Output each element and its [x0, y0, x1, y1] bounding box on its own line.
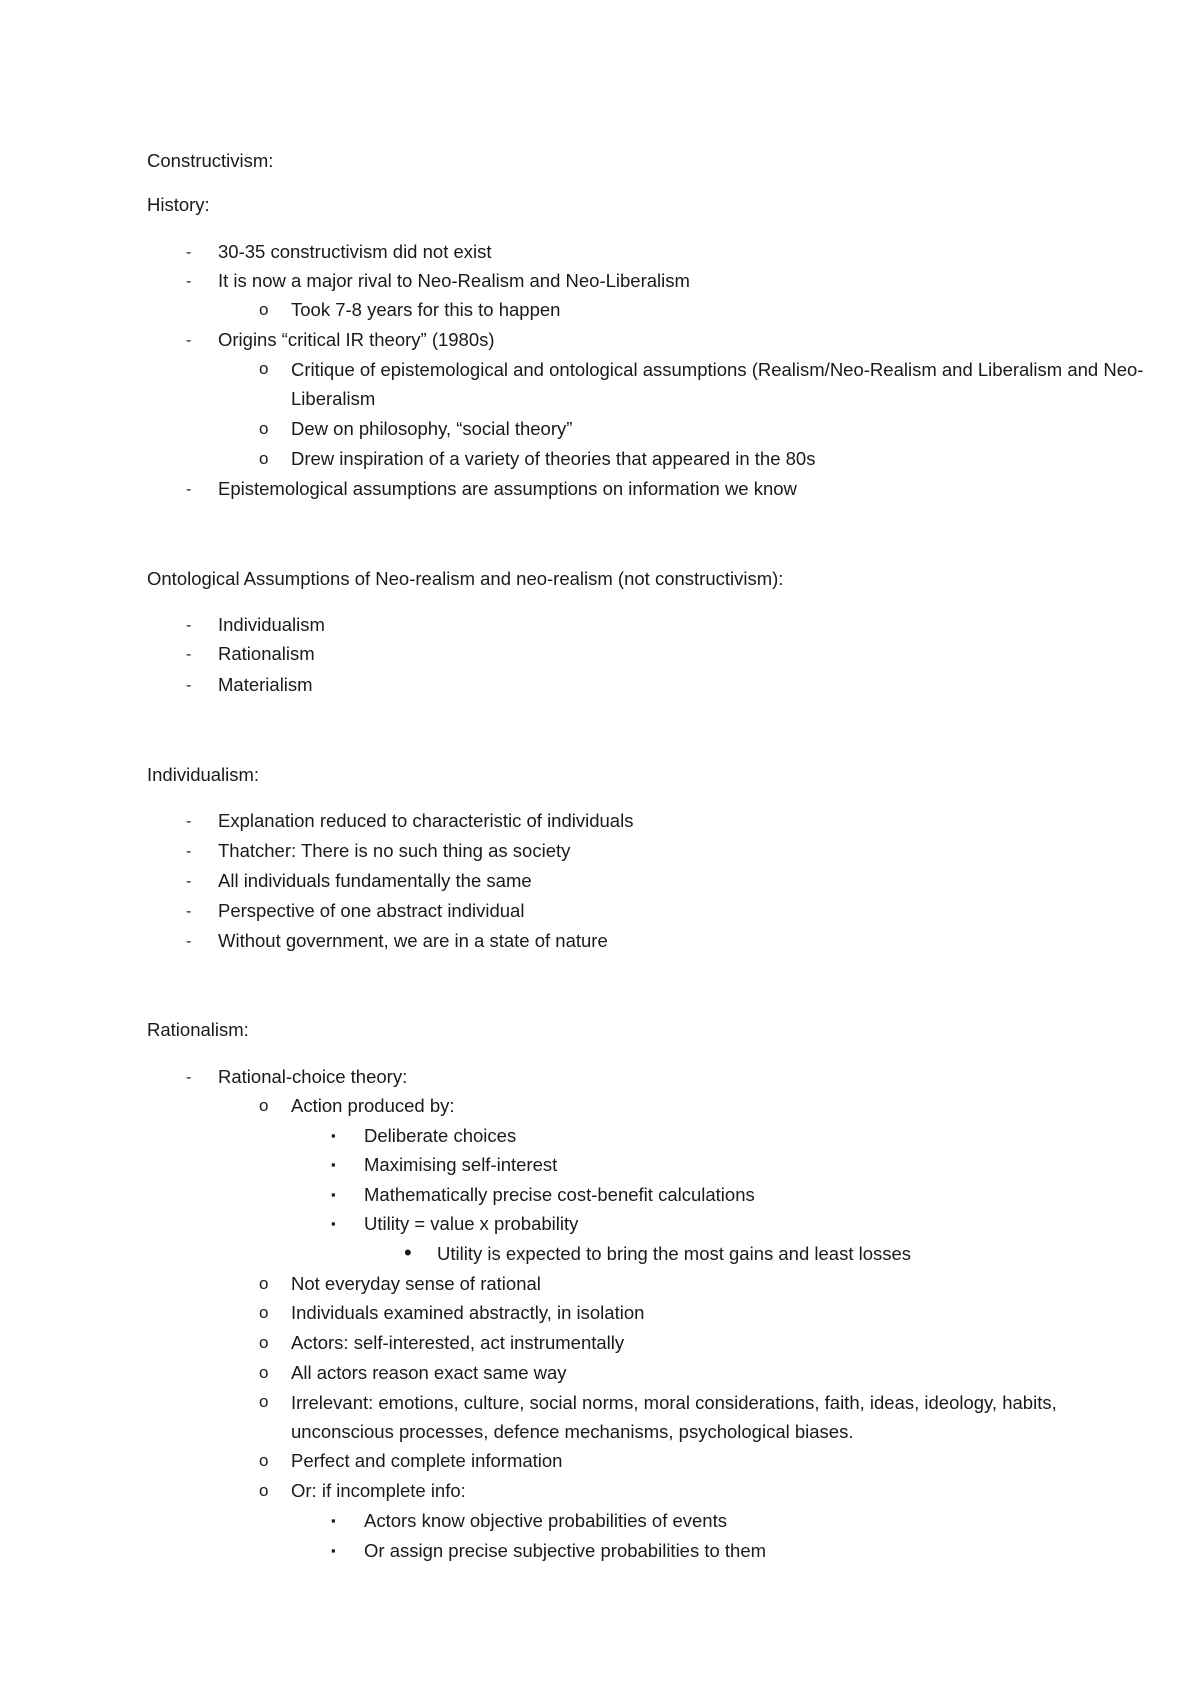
list-item: Thatcher: There is no such thing as society: [218, 840, 571, 861]
list-item: Deliberate choices: [364, 1125, 517, 1146]
list-item: Actors: self-interested, act instrumentally: [291, 1332, 625, 1353]
heading-constructivism: Constructivism:: [147, 150, 274, 171]
list-item: Irrelevant: emotions, culture, social norms, moral considerations, faith, ideas, ideology, habits, unconscious processes, defence mechanisms, psychological biases.: [291, 1392, 1057, 1442]
circle-marker: o: [259, 1481, 269, 1500]
heading-rationalism: Rationalism:: [147, 1019, 249, 1040]
list-item: Actors know objective probabilities of events: [364, 1510, 727, 1531]
circle-marker: o: [259, 1392, 269, 1411]
dash-marker: -: [186, 677, 192, 694]
square-marker: ▪: [331, 1216, 336, 1231]
list-item: Origins “critical IR theory” (1980s): [218, 329, 495, 350]
list-item: Rationalism: [218, 643, 315, 664]
dash-marker: -: [186, 933, 192, 950]
list-item: All actors reason exact same way: [291, 1362, 567, 1383]
square-marker: ▪: [331, 1513, 336, 1528]
heading-history: History:: [147, 194, 210, 215]
list-item: Took 7-8 years for this to happen: [291, 299, 561, 320]
dash-marker: -: [186, 646, 192, 663]
square-marker: ▪: [331, 1543, 336, 1558]
list-item: All individuals fundamentally the same: [218, 870, 532, 891]
dash-marker: -: [186, 244, 192, 261]
list-item: Perfect and complete information: [291, 1450, 563, 1471]
list-item: Or assign precise subjective probabilities to them: [364, 1540, 767, 1561]
dash-marker: -: [186, 481, 192, 498]
dash-marker: -: [186, 617, 192, 634]
circle-marker: o: [259, 300, 269, 319]
list-item: Without government, we are in a state of nature: [218, 930, 608, 951]
list-item: Materialism: [218, 674, 313, 695]
list-item: Utility = value x probability: [364, 1213, 579, 1234]
heading-individualism: Individualism:: [147, 764, 260, 785]
list-item: Perspective of one abstract individual: [218, 900, 525, 921]
list-item: Or: if incomplete info:: [291, 1480, 466, 1501]
square-marker: ▪: [331, 1157, 336, 1172]
list-item: Dew on philosophy, “social theory”: [291, 418, 573, 439]
dash-marker: -: [186, 273, 192, 290]
list-item: Drew inspiration of a variety of theories that appeared in the 80s: [291, 448, 816, 469]
bullet-marker: •: [404, 1240, 412, 1265]
square-marker: ▪: [331, 1187, 336, 1202]
square-marker: ▪: [331, 1128, 336, 1143]
list-item: Action produced by:: [291, 1095, 455, 1116]
list-item: Not everyday sense of rational: [291, 1273, 541, 1294]
dash-marker: -: [186, 1069, 192, 1086]
list-item: Maximising self-interest: [364, 1154, 558, 1175]
dash-marker: -: [186, 332, 192, 349]
list-item: Epistemological assumptions are assumptions on information we know: [218, 478, 797, 499]
circle-marker: o: [259, 419, 269, 438]
list-item: Explanation reduced to characteristic of individuals: [218, 810, 634, 831]
circle-marker: o: [259, 1303, 269, 1322]
circle-marker: o: [259, 1096, 269, 1115]
circle-marker: o: [259, 449, 269, 468]
circle-marker: o: [259, 1363, 269, 1382]
list-item: Rational-choice theory:: [218, 1066, 408, 1087]
circle-marker: o: [259, 1333, 269, 1352]
list-item: 30-35 constructivism did not exist: [218, 241, 492, 262]
dash-marker: -: [186, 873, 192, 890]
list-item: Mathematically precise cost-benefit calculations: [364, 1184, 755, 1205]
list-item: It is now a major rival to Neo-Realism and Neo-Liberalism: [218, 270, 690, 291]
dash-marker: -: [186, 813, 192, 830]
dash-marker: -: [186, 843, 192, 860]
dash-marker: -: [186, 903, 192, 920]
list-item: Critique of epistemological and ontological assumptions (Realism/Neo-Realism and Liberalism and Neo-Liberalism: [291, 359, 1144, 409]
list-item: Individuals examined abstractly, in isolation: [291, 1302, 645, 1323]
list-item: Utility is expected to bring the most gains and least losses: [437, 1243, 912, 1264]
circle-marker: o: [259, 359, 269, 378]
circle-marker: o: [259, 1274, 269, 1293]
circle-marker: o: [259, 1451, 269, 1470]
heading-ontological: Ontological Assumptions of Neo-realism and neo-realism (not constructivism):: [147, 568, 784, 589]
list-item: Individualism: [218, 614, 325, 635]
